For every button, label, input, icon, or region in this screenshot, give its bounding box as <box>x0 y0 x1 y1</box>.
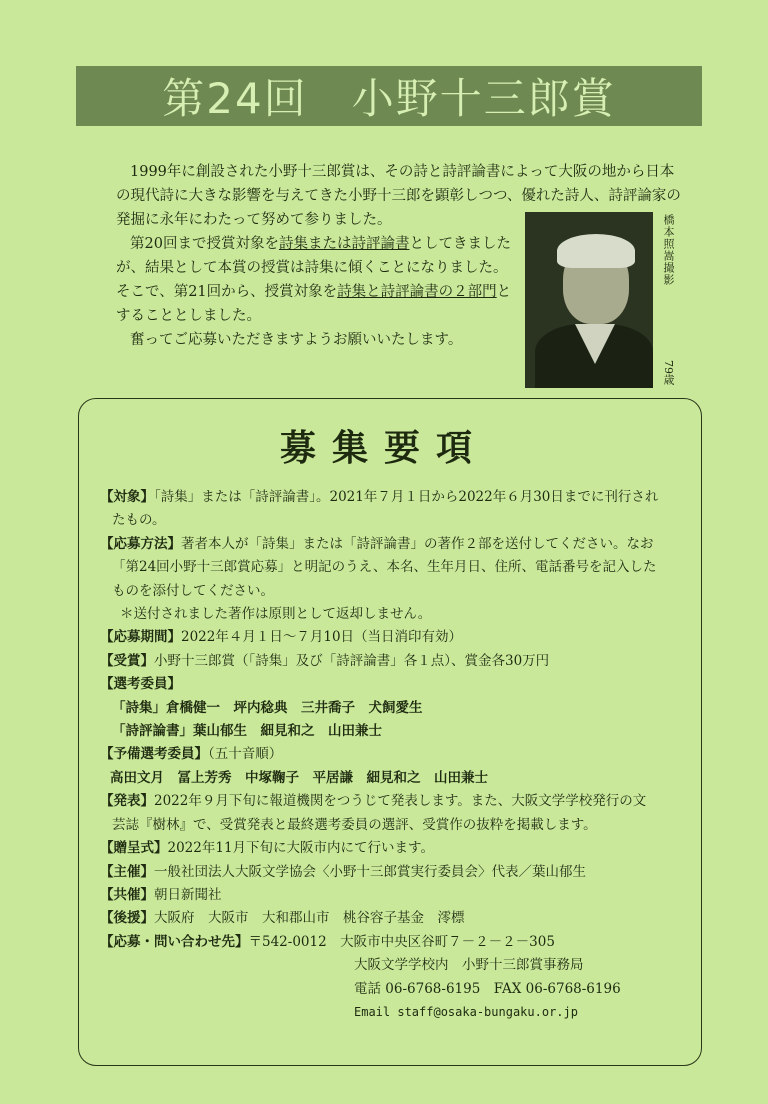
req-award-text: 小野十三郎賞（「詩集」及び「詩評論書」各１点）、賞金各30万円 <box>154 652 550 669</box>
req-target <box>100 486 690 509</box>
req-contact-email: Email staff@osaka-bungaku.or.jp <box>354 1004 578 1019</box>
req-target-2: たもの。 <box>112 512 166 529</box>
intro-p2-underline-1: 詩集または詩評論書 <box>278 236 410 252</box>
req-contact-address: 〒542-0012 大阪市中央区谷町７－２－２－305 <box>248 933 555 950</box>
req-label-award: 【受賞】 <box>100 652 154 669</box>
req-cosponsor <box>100 884 690 907</box>
photo-credit: 橋本照嵩撮影 <box>662 214 675 286</box>
req-period-text: 2022年４月１日～７月10日（当日消印有効） <box>181 629 463 646</box>
requirements-list <box>100 486 690 1024</box>
req-organizer-text: 一般社団法人大阪文学協会〈小野十三郎賞実行委員会〉代表／葉山郁生 <box>154 863 586 880</box>
req-label-prejudges: 【予備選考委員】 <box>100 746 208 763</box>
req-method-2: 「第24回小野十三郎賞応募」と明記のうえ、本名、生年月日、住所、電話番号を記入した <box>112 559 657 576</box>
req-label-support: 【後援】 <box>100 910 154 927</box>
req-cosponsor-text: 朝日新聞社 <box>154 886 222 903</box>
requirements-title: 募集要項 <box>279 427 488 469</box>
req-method <box>100 533 690 556</box>
req-support <box>100 907 690 930</box>
req-label-method: 【応募方法】 <box>100 535 181 552</box>
req-contact-office: 大阪文学学校内 小野十三郎賞事務局 <box>354 957 584 974</box>
photo-age: 79歳 <box>662 360 675 385</box>
req-label-cosponsor: 【共催】 <box>100 886 154 903</box>
intro-p1-text: 1999年に創設された小野十三郎賞は、その詩と詩評論書によって大阪の地から日本の現代詩に大きな影響を与えてきた小野十三郎を顕彰しつつ、優れた詩人、詩評論家の発掘に永年にわたって努めて参りました。 <box>116 164 681 228</box>
req-label-period: 【応募期間】 <box>100 629 181 646</box>
req-announce <box>100 790 690 813</box>
req-prejudges <box>100 743 690 766</box>
portrait-photo <box>525 212 653 388</box>
req-label-target: 【対象】 <box>100 489 154 505</box>
req-label-judges: 【選考委員】 <box>100 676 181 693</box>
req-award <box>100 650 690 673</box>
intro-p2a: 第20回まで授賞対象を <box>130 236 279 252</box>
req-target-1: 「詩集」または「詩評論書」。2021年７月１日から2022年６月30日までに刊行され <box>154 489 659 505</box>
intro-p3-text: 奮ってご応募いただきますようお願いいたします。 <box>130 332 463 348</box>
req-period <box>100 626 690 649</box>
req-support-text: 大阪府 大阪市 大和郡山市 桃谷容子基金 澪標 <box>154 910 465 927</box>
req-label-ceremony: 【贈呈式】 <box>100 840 168 857</box>
intro-paragraph-2 <box>116 232 516 328</box>
req-method-1: 著者本人が「詩集」または「詩評論書」の著作２部を送付してください。なお <box>181 535 654 552</box>
req-contact <box>100 931 690 954</box>
req-announce-1: 2022年９月下旬に報道機関をつうじて発表します。また、大阪文学学校発行の文 <box>154 793 647 810</box>
req-announce-2: 芸誌『樹林』で、受賞発表と最終選考委員の選評、受賞作の抜粋を掲載します。 <box>112 816 597 833</box>
portrait-hair <box>557 234 635 268</box>
title-banner <box>76 66 702 126</box>
req-ceremony-text: 2022年11月下旬に大阪市内にて行います。 <box>167 840 434 857</box>
req-prejudges-names: 高田文月 冨上芳秀 中塚鞠子 平居謙 細見和之 山田兼士 <box>110 769 488 786</box>
req-judges-poetry: 「詩集」倉橋健一 坪内稔典 三井喬子 犬飼愛生 <box>112 699 423 716</box>
req-label-announce: 【発表】 <box>100 793 154 810</box>
intro-p2-underline-2: 詩集と詩評論書の２部門 <box>337 284 497 300</box>
intro-p2b: としてきましたが、結果として本賞の授賞は詩集に傾くことになりました。そこで、第21回から、授賞対象を <box>116 236 511 300</box>
req-prejudges-note: （五十音順） <box>208 746 283 763</box>
req-judges-criticism: 「詩評論書」葉山郁生 細見和之 山田兼士 <box>112 723 382 740</box>
req-contact-phone: 電話 06-6768-6195 FAX 06-6768-6196 <box>354 980 621 997</box>
req-method-note: ＊送付されました著作は原則として返却しません。 <box>120 606 432 623</box>
req-organizer <box>100 861 690 884</box>
page-title: 第24回 小野十三郎賞 <box>162 74 616 123</box>
req-label-organizer: 【主催】 <box>100 863 154 880</box>
req-label-contact: 【応募・問い合わせ先】 <box>100 933 249 950</box>
intro-p2c: とすることとしました。 <box>116 284 512 324</box>
req-method-3: ものを添付してください。 <box>112 582 274 599</box>
req-ceremony <box>100 837 690 860</box>
